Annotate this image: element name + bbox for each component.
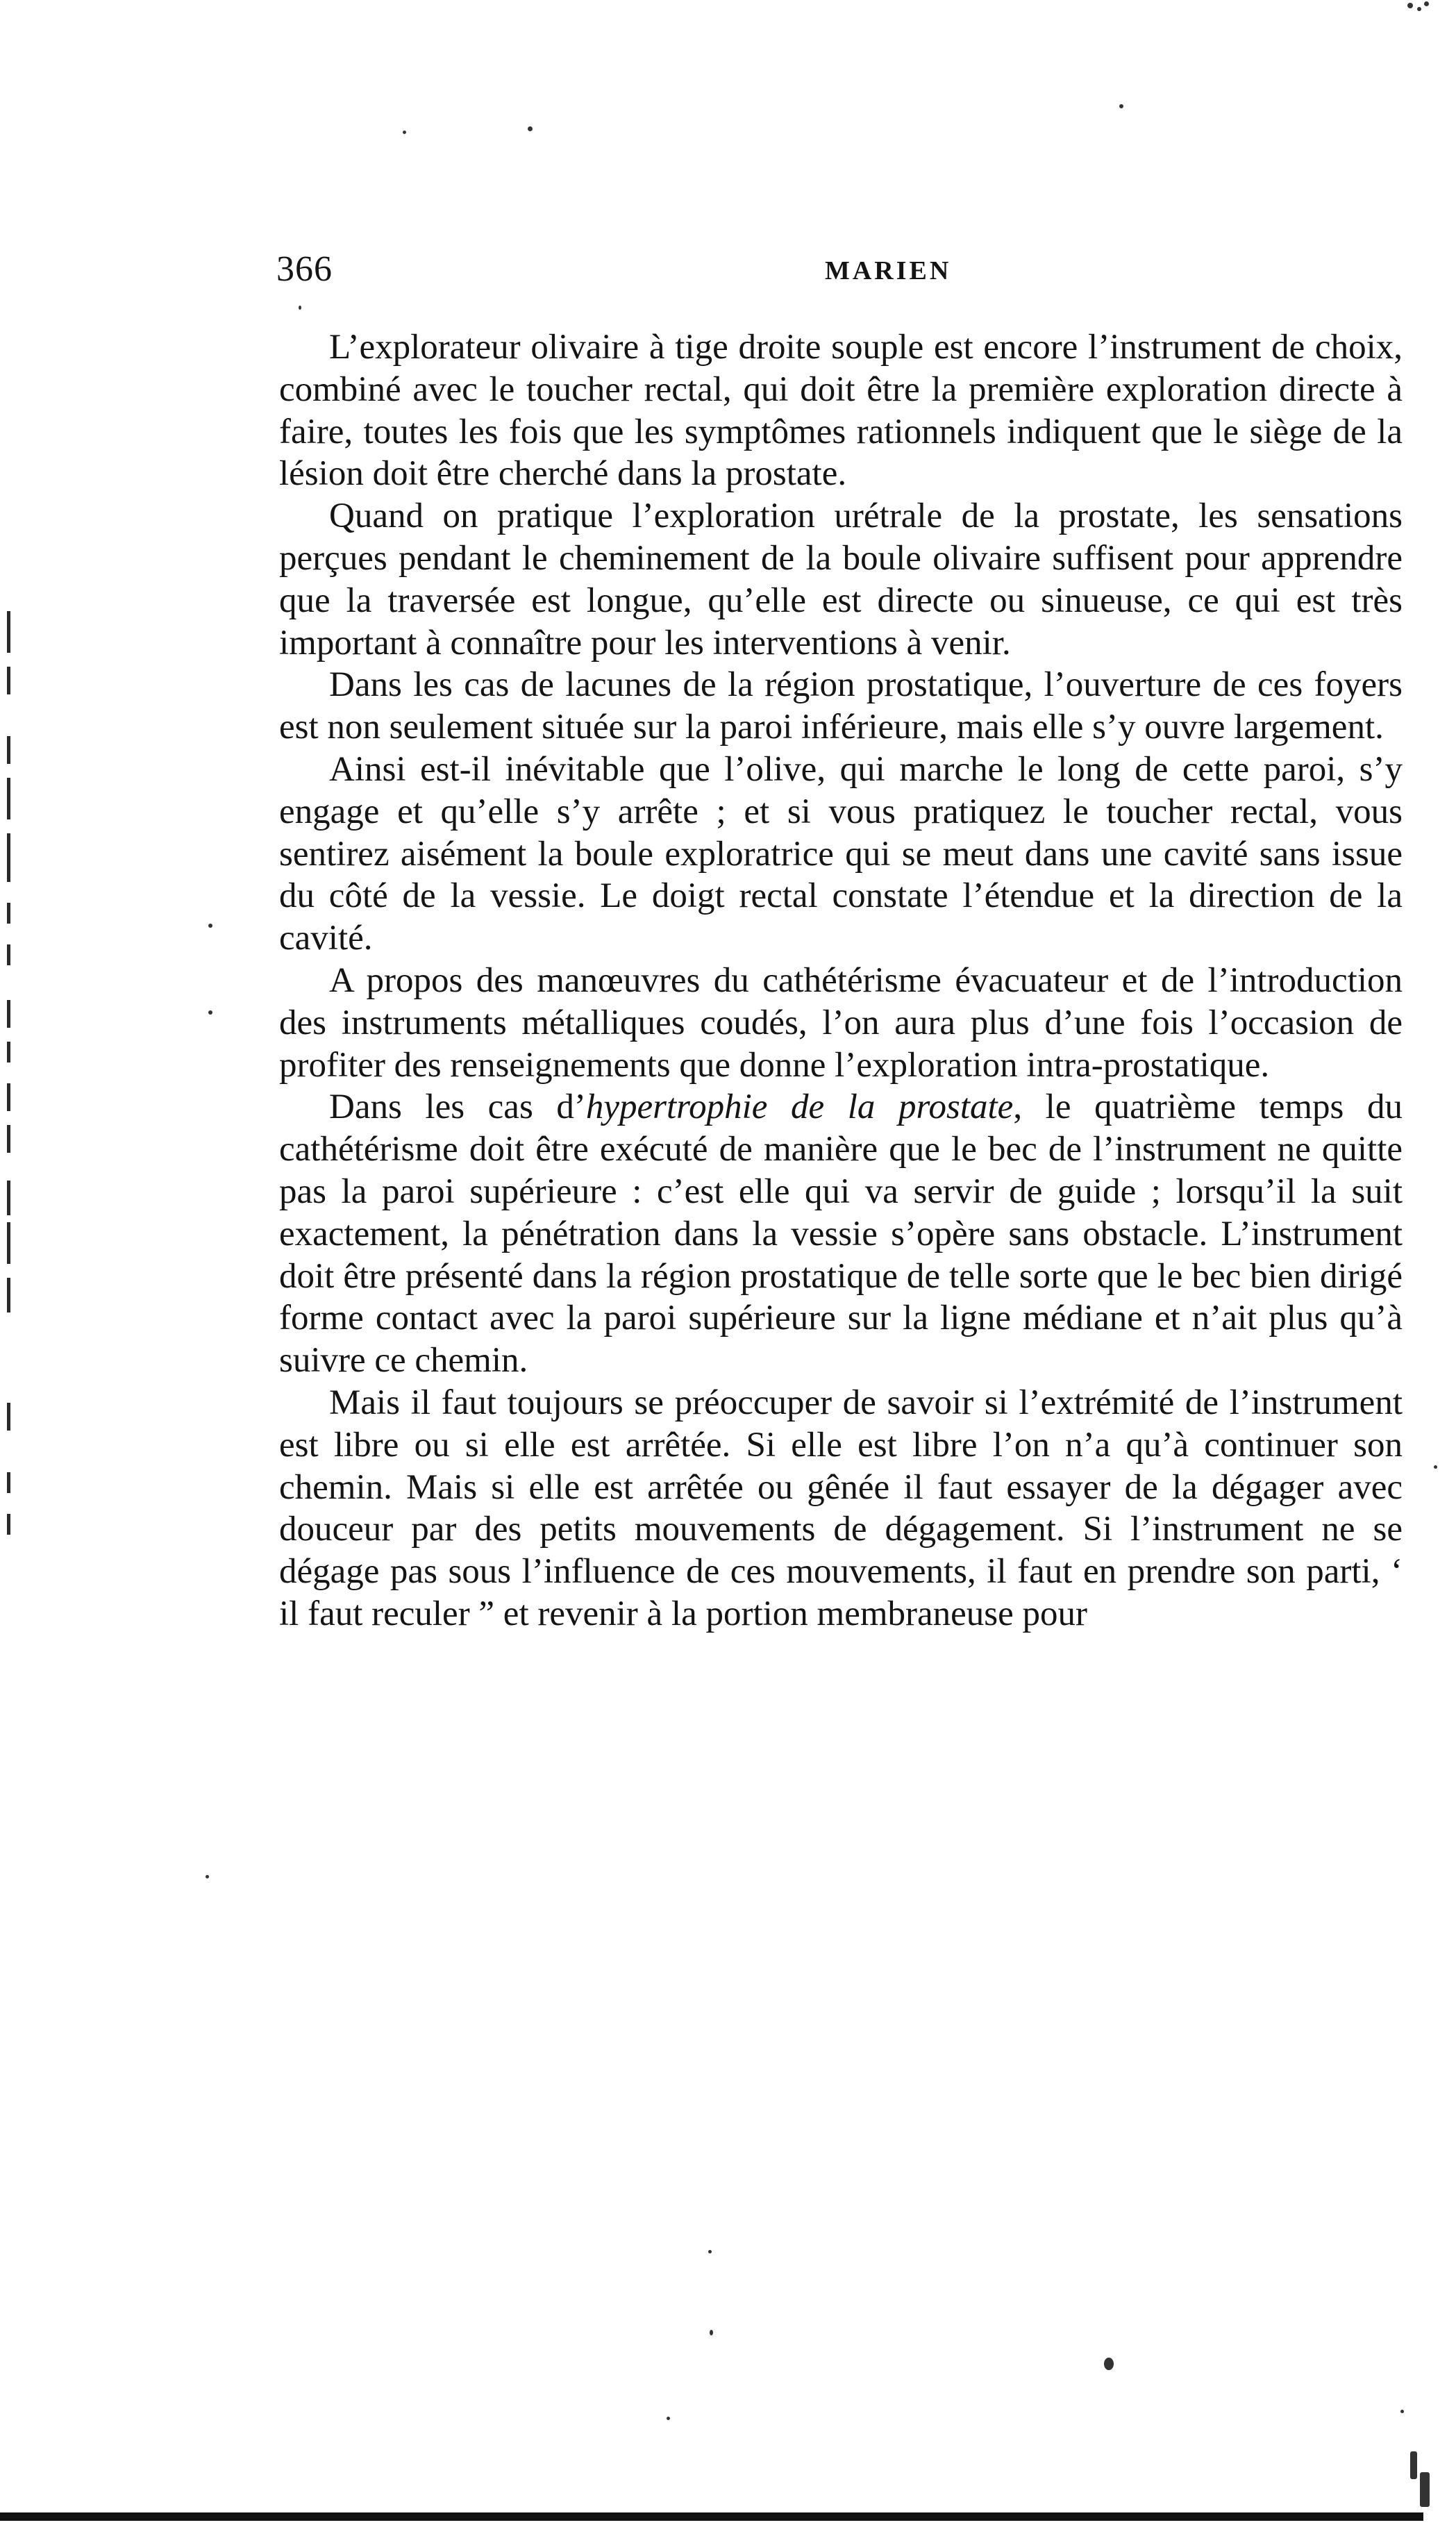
body-text <box>279 326 1403 1635</box>
binding-gutter-marks <box>0 611 25 1583</box>
running-head: MARIEN <box>825 256 952 285</box>
page-header <box>276 249 1186 297</box>
paragraph-6-rest: , le quatrième temps du cathétérisme doit être exécuté de manière que le bec de l’instrument ne quitte pas la paroi supérieure : c’est elle qui va servir de guide ; lorsqu’il la suit exactement, la pénétration dans la vessie s’opère sans obstacle. L’instrument doit être présenté dans la région prostatique de telle sorte que le bec bien dirigé forme contact avec la paroi supérieure sur la ligne médiane et n’ait plus qu’à suivre ce chemin. <box>279 1087 1403 1381</box>
paragraph-5: A propos des manœuvres du cathétérisme évacuateur et de l’introduction des instruments métalliques coudés, l’on aura plus d’une fois l’occasion de profiter des renseignements que donne l’exploration intra-prostatique. <box>279 960 1403 1085</box>
paragraph-2: Quand on pratique l’exploration urétrale de la prostate, les sensations perçues pendant le cheminement de la boule olivaire suffisent pour apprendre que la traversée est longue, qu’elle est directe ou sinueuse, ce qui est très important à connaître pour les interventions à venir. <box>279 497 1403 662</box>
paragraph-6 <box>279 1086 1403 1382</box>
corner-mark-top <box>1394 0 1435 21</box>
paragraph-7: Mais il faut toujours se préoccuper de savoir si l’extrémité de l’instrument est libre ou si elle est arrêtée. Si elle est libre l’on n’a qu’à continuer son chemin. Mais si elle est arrêtée ou gênée il faut essayer de la dégager avec douceur par des petits mouvements de dégagement. Si l’instrument ne se dégage pas sous l’influence de ces mouvements, il faut en prendre son parti, ‘ il faut reculer ” et revenir à la portion membraneuse pour <box>279 1383 1403 1633</box>
paragraph-3: Dans les cas de lacunes de la région prostatique, l’ouverture de ces foyers est non seulement située sur la paroi inférieure, mais elle s’y ouvre largement. <box>279 665 1403 747</box>
paragraph-1: L’explorateur olivaire à tige droite souple est encore l’instrument de choix, combiné avec le toucher rectal, qui doit être la première exploration directe à faire, toutes les fois que les symptômes rationnels indiquent que le siège de la lésion doit être cherché dans la prostate. <box>279 328 1403 494</box>
page-number: 366 <box>276 249 333 289</box>
paragraph-6-italic: hypertrophie de la prostate <box>585 1087 1014 1127</box>
paragraph-6-lead: Dans les cas d’ <box>329 1087 586 1127</box>
corner-mark-bottom <box>1394 2389 1442 2514</box>
page-edge-shadow <box>0 2512 1423 2521</box>
paragraph-4: Ainsi est-il inévitable que l’olive, qui marche le long de cette paroi, s’y engage et qu’elle s’y arrête ; et si vous pratiquez le toucher rectal, vous sentirez aisément la boule exploratrice qui se meut dans une cavité sans issue du côté de la vessie. Le doigt rectal constate l’étendue et la direction de la cavité. <box>279 749 1403 958</box>
